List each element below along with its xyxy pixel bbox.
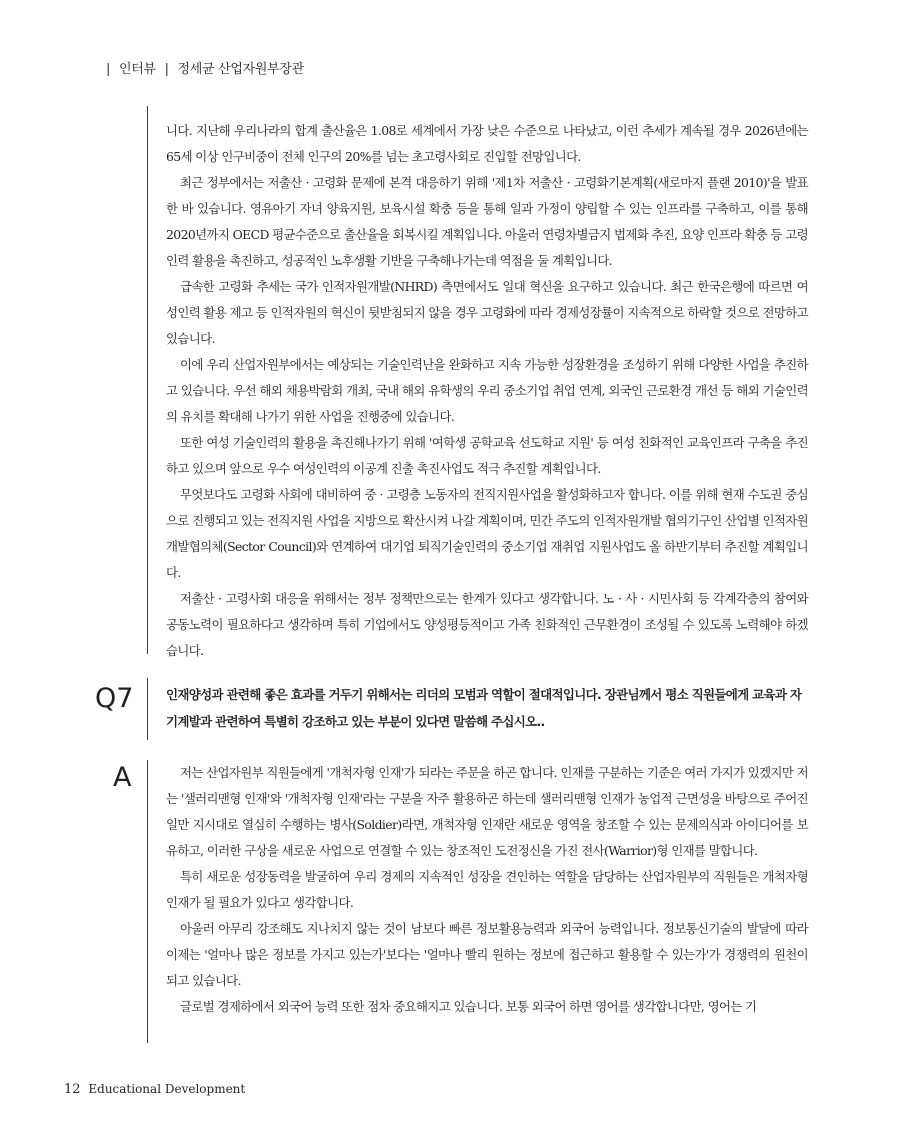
paragraph: 저출산 · 고령사회 대응을 위해서는 정부 정책만으로는 한계가 있다고 생각합니다. 노 · 사 · 시민사회 등 각계각층의 참여와 공동노력이 필요하다고 생각하며 특히 기업에서도 양성평등적이고 가족 친화적인 근무환경이 조성될 수 있도록 노력해야 하겠습니다. [166, 591, 808, 658]
paragraph: 무엇보다도 고령화 사회에 대비하여 중 · 고령층 노동자의 전직지원사업을 활성화하고자 합니다. 이를 위해 현재 수도권 중심으로 진행되고 있는 전직지원 사업을 지방으로 확산시켜 나갈 계획이며, 민간 주도의 인적자원개발 협의기구인 산업별 인적자원개발협의체(Sector Council)와 연계하여 대기업 퇴직기술인력의 중소기업 재취업 지원사업도 올 하반기부터 추진할 계획입니다. [166, 487, 808, 580]
paragraph: 이에 우리 산업자원부에서는 예상되는 기술인력난을 완화하고 지속 가능한 성장환경을 조성하기 위해 다양한 사업을 추진하고 있습니다. 우선 해외 채용박람회 개최, 국내 해외 유학생의 우리 중소기업 취업 연계, 외국인 근로환경 개선 등 해외 기술인력의 유치를 확대해 나가기 위한 사업을 진행중에 있습니다. [166, 357, 808, 424]
paragraph: 니다. 지난해 우리나라의 합계 출산율은 1.08로 세계에서 가장 낮은 수준으로 나타났고, 이런 추세가 계속될 경우 2026년에는 65세 이상 인구비중이 전체 인구의 20%를 넘는 초고령사회로 진입할 전망입니다. [166, 123, 808, 164]
paragraph: 저는 산업자원부 직원들에게 '개척자형 인재'가 되라는 주문을 하곤 합니다. 인재를 구분하는 기준은 여러 가지가 있겠지만 저는 '샐러리맨형 인재'와 '개척자형 인재'라는 구분을 자주 활용하곤 하는데 샐러리맨형 인재가 농업적 근면성을 바탕으로 주어진 일만 지시대로 열심히 수행하는 병사(Soldier)라면, 개척자형 인재란 새로운 영역을 창조할 수 있는 문제의식과 아이디어를 보유하고, 이러한 구상을 새로운 사업으로 연결할 수 있는 창조적인 도전정신을 가진 전사(Warrior)형 인재를 말합니다. [166, 765, 808, 858]
page-number: 12 [64, 1082, 81, 1097]
header-separator: | [164, 62, 169, 77]
paragraph: 최근 정부에서는 저출산 · 고령화 문제에 본격 대응하기 위해 '제1차 저출산 · 고령화기본계획(새로마지 플랜 2010)'을 발표한 바 있습니다. 영유아기 자녀 양육지원, 보육시설 확충 등을 통해 일과 가정이 양립할 수 있는 인프라를 구축하고, 이를 통해 2020년까지 OECD 평균수준으로 출산율을 회복시킬 계획입니다. 아울러 연령차별금지 법제화 추진, 요양 인프라 확충 등 고령인력 활용을 촉진하고, 성공적인 노후생활 기반을 구축해나가는데 역점을 둘 계획입니다. [166, 175, 808, 268]
paragraph: 급속한 고령화 추세는 국가 인적자원개발(NHRD) 측면에서도 일대 혁신을 요구하고 있습니다. 최근 한국은행에 따르면 여성인력 활용 제고 등 인적자원의 혁신이 뒷받침되지 않을 경우 고령화에 따라 경제성장률이 지속적으로 하락할 것으로 전망하고 있습니다. [166, 279, 808, 346]
header-separator: | [106, 62, 111, 77]
paragraph: 아울러 아무리 강조해도 지나치지 않는 것이 남보다 빠른 정보활용능력과 외국어 능력입니다. 정보통신기술의 발달에 따라 이제는 '얼마나 많은 정보를 가지고 있는가'보다는 '얼마나 빨리 원하는 정보에 접근하고 활용할 수 있는가'가 경쟁력의 원천이 되고 있습니다. [166, 921, 808, 988]
vertical-rule [147, 106, 148, 654]
question-label: Q7 [95, 683, 134, 714]
vertical-rule [147, 678, 148, 740]
paragraph: 글로벌 경제하에서 외국어 능력 또한 점차 중요해지고 있습니다. 보통 외국어 하면 영어를 생각합니다만, 영어는 기 [180, 999, 757, 1014]
paragraph: 또한 여성 기술인력의 활용을 촉진해나가기 위해 '여학생 공학교육 선도학교 지원' 등 여성 친화적인 교육인프라 구축을 추진하고 있으며 앞으로 우수 여성인력의 이공계 진출 촉진사업도 적극 추진할 계획입니다. [166, 435, 808, 476]
answer-label: A [113, 762, 132, 793]
vertical-rule [147, 760, 148, 1043]
article-body-top [166, 118, 808, 664]
paragraph: 특히 새로운 성장동력을 발굴하여 우리 경제의 지속적인 성장을 견인하는 역할을 담당하는 산업자원부의 직원들은 개척자형 인재가 될 필요가 있다고 생각합니다. [166, 869, 808, 910]
publication-name: Educational Development [88, 1082, 246, 1096]
header-title: 정세균 산업자원부장관 [177, 62, 304, 77]
running-head [106, 58, 309, 77]
question-text: 인재양성과 관련해 좋은 효과를 거두기 위해서는 리더의 모범과 역할이 절대적입니다. 장관님께서 평소 직원들에게 교육과 자기계발과 관련하여 특별히 강조하고 있는 부분이 있다면 말씀해 주십시오.. [166, 687, 802, 729]
header-section: 인터뷰 [118, 62, 156, 77]
answer-body [166, 760, 808, 1020]
page-footer [64, 1082, 245, 1097]
